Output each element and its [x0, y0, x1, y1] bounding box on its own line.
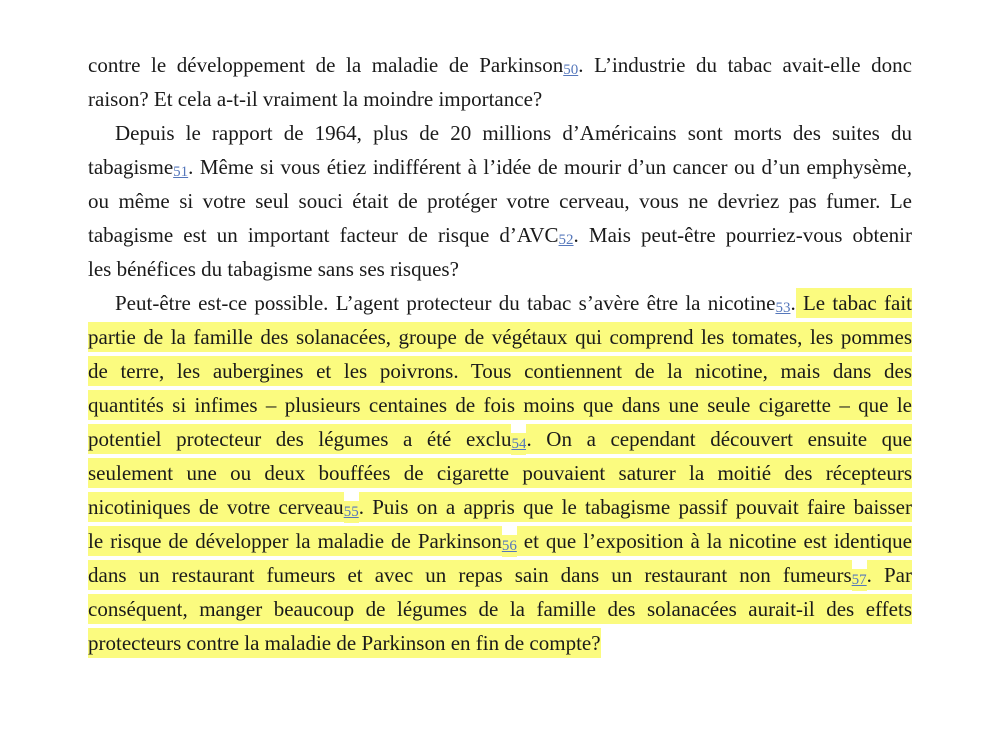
highlighted-text: dans un restaurant fumeurs et avec un repas sain dans un restaurant non fumeurs	[88, 560, 852, 590]
text-line	[88, 422, 912, 456]
footnote-ref-53[interactable]: 53	[775, 300, 791, 316]
text-line: tabagisme est un important facteur de risque d’AVC52. Mais peut-être pourriez-vous obtenir	[88, 223, 912, 248]
footnote-ref-56[interactable]: 56	[502, 535, 517, 557]
text-line: Peut-être est-ce possible. L’agent protecteur du tabac s’avère être la nicotine53. Le tabac fait	[88, 286, 912, 320]
text-line	[88, 626, 912, 660]
highlighted-text: potentiel protecteur des légumes a été exclu	[88, 424, 511, 454]
highlighted-text: partie de la famille des solanacées, groupe de végétaux qui comprend les tomates, les pommes	[88, 322, 912, 352]
footnote-ref-50[interactable]: 50	[563, 62, 579, 78]
text-line: Depuis le rapport de 1964, plus de 20 millions d’Américains sont morts des suites du	[115, 121, 912, 145]
highlighted-text: nicotiniques de votre cerveau	[88, 492, 344, 522]
highlighted-text: seulement une ou deux bouffées de cigarette pouvaient saturer la moitié des récepteurs	[88, 458, 912, 488]
footnote-ref-54[interactable]: 54	[511, 433, 526, 455]
text-line	[88, 592, 912, 626]
text-line: tabagisme51. Même si vous étiez indifférent à l’idée de mourir d’un cancer ou d’un emphysème,	[88, 155, 912, 180]
text-line	[88, 388, 912, 422]
highlighted-text: . Puis on a appris que le tabagisme passif pouvait faire baisser	[359, 492, 912, 522]
highlighted-text: de terre, les aubergines et les poivrons. Tous contiennent de la nicotine, mais dans des	[88, 356, 912, 386]
text-line	[88, 524, 912, 558]
text-line: contre le développement de la maladie de Parkinson50. L’industrie du tabac avait-elle donc	[88, 53, 912, 78]
text-line: ou même si votre seul souci était de protéger votre cerveau, vous ne devriez pas fumer. Le	[88, 189, 912, 213]
highlighted-text: . Par	[867, 560, 912, 590]
text-line	[88, 490, 912, 524]
text-line: les bénéfices du tabagisme sans ses risques?	[88, 257, 459, 281]
highlighted-text: quantités si infimes – plusieurs centaines de fois moins que dans une seule cigarette – que le	[88, 390, 912, 420]
text-line: raison? Et cela a-t-il vraiment la moindre importance?	[88, 87, 543, 111]
footnote-ref-52[interactable]: 52	[558, 232, 574, 248]
footnote-ref-51[interactable]: 51	[173, 164, 189, 180]
highlighted-text: le risque de développer la maladie de Parkinson	[88, 526, 502, 556]
highlighted-text: protecteurs contre la maladie de Parkinson en fin de compte?	[88, 628, 601, 658]
text-line	[88, 558, 912, 592]
text-line	[88, 456, 912, 490]
highlighted-text: Le tabac fait	[796, 288, 912, 318]
highlighted-text: . On a cependant découvert ensuite que	[526, 424, 912, 454]
footnote-ref-55[interactable]: 55	[344, 501, 359, 523]
text-line	[88, 354, 912, 388]
text-line	[88, 320, 912, 354]
highlighted-text: et que l’exposition à la nicotine est identique	[517, 526, 912, 556]
highlighted-text: conséquent, manger beaucoup de légumes de la famille des solanacées aurait-il des effets	[88, 594, 912, 624]
footnote-ref-57[interactable]: 57	[852, 569, 867, 591]
document-body	[88, 48, 912, 660]
